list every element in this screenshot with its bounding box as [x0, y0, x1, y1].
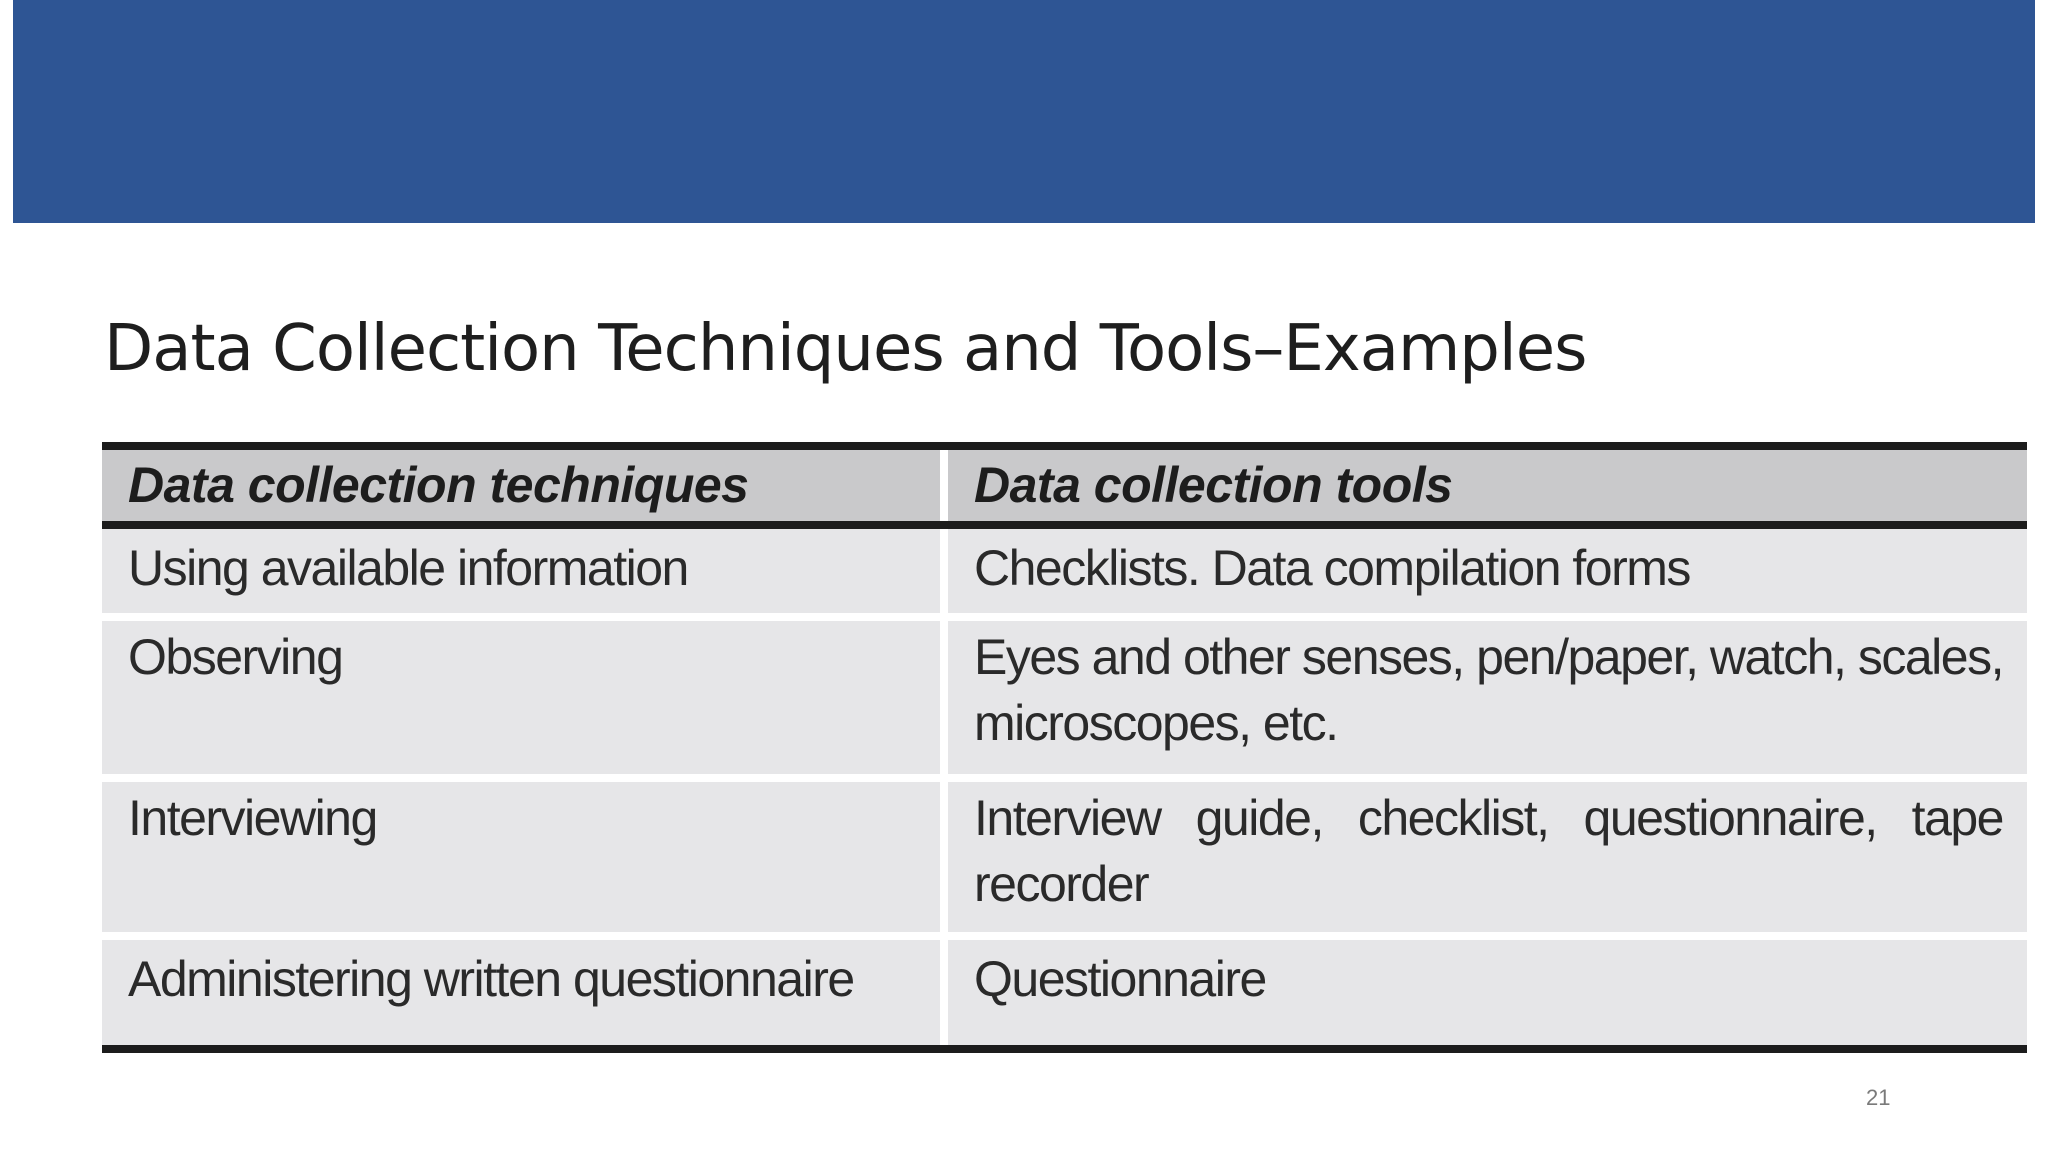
table-header-techniques: Data collection techniques	[102, 450, 940, 521]
table-header-tools: Data collection tools	[948, 450, 2027, 521]
table-cell-technique: Interviewing	[102, 782, 940, 932]
table-top-rule	[102, 442, 2027, 450]
techniques-tools-table	[102, 442, 2027, 1053]
table-cell-technique: Administering written questionnaire	[102, 940, 940, 1045]
table-cell-tool: Questionnaire	[948, 940, 2027, 1045]
table-cell-technique: Using available information	[102, 529, 940, 613]
table-cell-tool: Checklists. Data compilation forms	[948, 529, 2027, 613]
table-header-rule	[102, 521, 2027, 529]
slide-title: Data Collection Techniques and Tools–Examples	[104, 312, 1587, 386]
page-number: 21	[1866, 1085, 1891, 1110]
table-cell-technique: Observing	[102, 621, 940, 774]
table-bottom-rule	[102, 1045, 2027, 1053]
table-cell-tool: Interview guide, checklist, questionnaire, tape recorder	[948, 782, 2027, 932]
table-cell-tool: Eyes and other senses, pen/paper, watch, scales, microscopes, etc.	[948, 621, 2027, 774]
header-banner	[13, 0, 2035, 223]
